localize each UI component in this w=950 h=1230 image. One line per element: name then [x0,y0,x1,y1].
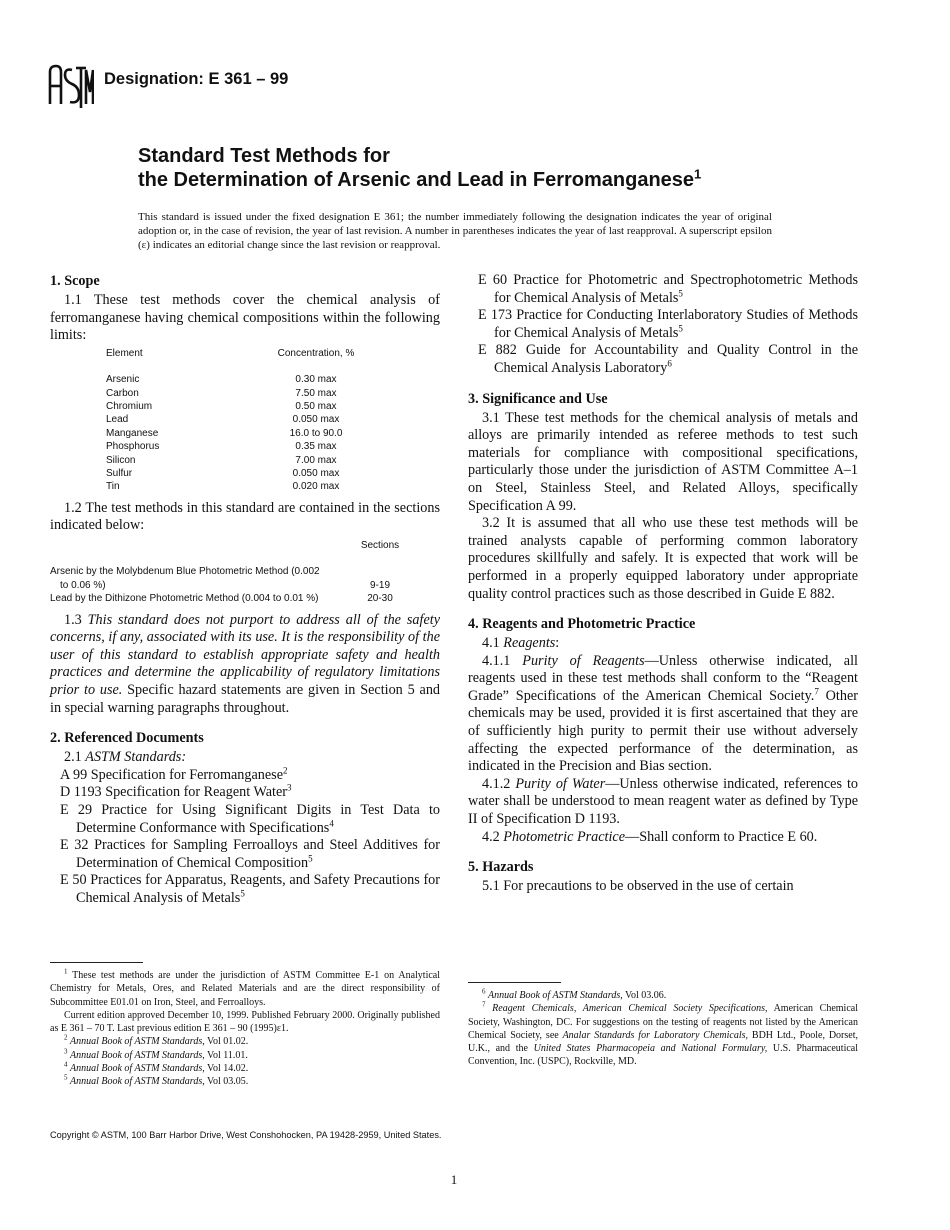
reference-text: E 882 Guide for Accountability and Quality Control in the Chemical Analysis Laboratory [478,342,858,376]
footnote-2 [50,1035,440,1048]
element-cell: Phosphorus [106,441,160,453]
method-sections-table [50,539,410,606]
footnote-1 [50,969,440,1009]
paragraph-label: Reagents [503,635,556,652]
paragraph-number: 4.1.2 [482,775,511,792]
reference-item [50,872,440,907]
copyright-notice: Copyright © ASTM, 100 Barr Harbor Drive, West Conshohocken, PA 19428-2959, United States. [50,1130,442,1140]
footnote-ref: 6 [667,358,672,369]
astm-logo-icon [48,62,94,110]
column-header-concentration: Concentration, % [277,347,355,359]
footnote-number: 3 [64,1047,68,1056]
element-cell: Sulfur [106,468,133,480]
footnote-title: Annual Book of ASTM Standards [70,1036,203,1048]
footnote-title: Reagent Chemicals, American Chemical Society Specifications, [492,1003,768,1015]
table-row [106,467,376,480]
footnote-3 [50,1049,440,1062]
title-line-2 [138,168,701,192]
footnote-4 [50,1062,440,1075]
footnote-1-continued: Current edition approved December 10, 1999. Published February 2000. Originally published as E 361 – 70 T. Last previous edition E 361 – 90 (1995)ε1. [50,1009,440,1035]
footnote-title: Annual Book of ASTM Standards [70,1049,203,1061]
intro-note: This standard is issued under the fixed designation E 361; the number immediately following the designation indicates the year of original adoption or, in the case of revision, the year of last revision. A number in parentheses indicates the year of last reapproval. A superscript epsilon (ε) indicates an editorial change since the last revision or reapproval. [138,211,772,251]
footnote-6 [468,989,858,1002]
table-row [106,373,376,386]
hazards-paragraph-1: 5.1 For precautions to be observed in the use of certain [482,878,794,895]
footnote-number: 5 [64,1074,68,1083]
footnote-list [50,969,440,1089]
footnote-text: , Vol 11.01. [202,1049,248,1061]
footnote-number: 1 [64,967,68,976]
reference-text: E 60 Practice for Photometric and Spectrophotometric Methods for Chemical Analysis of Metals [478,272,858,306]
paragraph-label: Purity of Reagents [522,652,645,669]
left-column [50,272,440,908]
paragraph-label: Photometric Practice [503,828,626,845]
table-row [106,454,376,467]
reference-text: E 32 Practices for Sampling Ferroalloys and Steel Additives for Determination of Chemical Composition [60,837,440,871]
method-name: Lead by the Dithizone Photometric Method (0.004 to 0.01 %) [50,593,319,605]
reference-item [468,272,858,307]
concentration-cell: 0.050 max [292,414,340,426]
footnote-number: 6 [482,987,486,996]
hazard-note: Specific hazard statements are given in Section 5 and in special warning paragraphs throughout. [50,682,441,716]
reference-text: E 29 Practice for Using Significant Digits in Test Data to Determine Conformance with Specifications [60,802,440,836]
reference-text: D 1193 Specification for Reagent Water [60,784,287,801]
method-name-line-2: to 0.06 %) [60,579,106,591]
concentration-cell: 0.35 max [295,441,337,453]
footnote-ref: 4 [329,817,334,828]
section-heading-reagents: 4. Reagents and Photometric Practice [468,616,696,633]
element-cell: Tin [106,481,120,493]
subheading-label: ASTM Standards: [85,749,187,766]
footnote-ref: 5 [240,888,245,899]
significance-paragraph-1: 3.1 These test methods for the chemical analysis of metals and alloys are primarily intended as referee methods to test such materials for compliance with compositional specifications, particularly those under the jurisdiction of ASTM Committee A–1 on Steel, Stainless Steel, and Related Alloys, specifically Specification A 99. [468,409,858,514]
element-cell: Arsenic [106,374,140,386]
document-title [138,144,701,192]
footnote-text: These test methods are under the jurisdiction of ASTM Committee E-1 on Analytical Chemistry for Metals, Ores, and Related Materials and are the direct responsibility of Subcommittee E01.01 on Iron, Steel, and Ferroalloys. [50,970,440,1008]
footnote-title: United States Pharmacopeia and National Formulary, [533,1043,768,1055]
footnote-text: American Chemical Society, Washington, DC. For suggestions on the testing of reagents not listed by the American Chemical Society, see [468,1003,858,1041]
concentration-cell: 0.050 max [292,468,340,480]
footnote-text: BDH Ltd., Poole, Dorset, U.K., and the [468,1029,858,1055]
footnote-list [468,989,858,1069]
purity-of-reagents-paragraph [468,653,858,776]
element-cell: Lead [106,414,129,426]
empty-cell [50,539,350,565]
footnote-divider [50,962,143,963]
paragraph-label: Purity of Water [515,775,606,792]
paragraph-text: —Unless otherwise indicated, references to water shall be understood to mean reagent water as defined by Type II of Specification D 1193. [468,775,858,828]
composition-limits-table [106,347,376,494]
footnote-number: 7 [482,1000,486,1009]
reference-item [468,307,858,342]
footnote-ref: 5 [678,323,683,334]
reference-text: A 99 Specification for Ferromanganese [60,766,283,783]
photometric-practice-paragraph [468,829,858,847]
element-cell: Manganese [106,427,159,439]
footnote-text: , Vol 03.06. [620,990,667,1001]
paragraph-text: —Unless otherwise indicated, all reagents used in these test methods shall conform to the “Reagent Grade” Specifications of the American Chemical Society. [468,652,858,704]
title-footnote-ref: 1 [694,166,702,182]
footnote-title: Annual Book of ASTM Standards [488,990,621,1001]
reference-item [50,784,440,802]
footnote-divider [468,982,561,983]
section-heading-referenced-documents: 2. Referenced Documents [50,730,204,747]
significance-paragraph-2: 3.2 It is assumed that all who use these test methods will be trained analysts capable of performing common laboratory procedures skillfully and safely. It is expected that work will be performed in a properly equipped laboratory under appropriate quality control practices such as those described in Guide E 882. [468,515,858,602]
reference-text: E 50 Practices for Apparatus, Reagents, and Safety Precautions for Chemical Analysis of Metals [60,872,440,906]
footnote-text: U.S. Pharmaceutical Convention, Inc. (USPC), Rockville, MD. [468,1043,859,1068]
table-row [106,400,376,413]
scope-paragraph-2: 1.2 The test methods in this standard are contained in the sections indicated below: [50,499,440,534]
table-row [106,413,376,426]
method-sections: 20-30 [367,593,393,605]
element-cell: Carbon [106,387,139,399]
table-row [50,592,410,605]
footnote-number: 4 [64,1060,68,1069]
section-heading-hazards: 5. Hazards [468,859,534,876]
footnote-text: , Vol 01.02. [202,1036,249,1048]
section-heading-scope: 1. Scope [50,273,100,289]
footnote-ref: 5 [678,287,683,298]
reference-item [50,767,440,785]
concentration-cell: 7.50 max [295,387,337,399]
table-row [106,387,376,400]
method-name-line-1: Arsenic by the Molybdenum Blue Photometric Method (0.002 [50,566,320,578]
footnote-5 [50,1075,440,1088]
footnote-title: Annual Book of ASTM Standards [70,1076,203,1088]
concentration-cell: 7.00 max [295,454,337,466]
reference-item [50,837,440,872]
footnote-text: , Vol 14.02. [202,1063,249,1075]
footnote-ref: 3 [286,782,292,793]
paragraph-number: 4.1.1 [482,652,511,669]
astm-standards-label [50,749,440,767]
page-number: 1 [450,1172,458,1187]
designation: Designation: E 361 – 99 [104,70,289,88]
concentration-cell: 0.50 max [295,401,337,412]
safety-caveat: This standard does not purport to address all of the safety concerns, if any, associated with its use. It is the responsibility of the user of this standard to establish appropriate safety and health practices and determine the applicability of regulatory limitations prior to use. [50,611,440,699]
footnote-ref: 2 [283,765,288,776]
reference-item [50,802,440,837]
footnote-title: Analar Standards for Laboratory Chemicals, [562,1029,749,1041]
method-name [50,565,350,592]
table-header-row [50,539,410,565]
footnote-title: Annual Book of ASTM Standards [70,1063,203,1075]
section-heading-significance: 3. Significance and Use [468,390,608,407]
scope-paragraph-3 [50,612,440,718]
concentration-cell: 0.020 max [292,481,340,493]
concentration-cell: 0.30 max [295,374,337,386]
title-line-1: Standard Test Methods for [138,145,390,167]
scope-paragraph-1: 1.1 These test methods cover the chemical analysis of ferromanganese having chemical compositions within the following limits: [50,292,440,344]
footnote-text: , Vol 03.05. [202,1076,249,1088]
table-row [50,565,410,592]
reference-text: E 173 Practice for Conducting Interlaboratory Studies of Methods for Chemical Analysis of Metals [478,307,858,341]
element-cell: Silicon [106,454,136,466]
table-row [106,440,376,453]
table-header-row [106,347,376,373]
concentration-cell: 16.0 to 90.0 [289,427,343,439]
footnote-ref: 5 [308,853,313,864]
element-cell: Chromium [106,401,153,412]
paragraph-number: 4.1 [482,635,500,652]
method-sections: 9-19 [369,579,390,591]
table-row [106,480,376,493]
footnote-number: 2 [64,1034,68,1043]
column-header-sections: Sections [360,540,400,552]
footnotes-left [50,962,440,1089]
reference-item [468,342,858,377]
table-row [106,427,376,440]
paragraph-text: —Shall conform to Practice E 60. [625,828,818,845]
paragraph-number: 2.1 [64,749,82,766]
paragraph-text: Other chemicals may be used, provided it is first ascertained that they are of sufficiently high purity to permit their use without adversely affecting the expected performance of the determination, as indicated in the Precision and Bias section. [468,687,858,775]
footnote-7 [468,1002,858,1068]
footnotes-right [468,982,858,1069]
paragraph-number: 4.2 [482,828,500,845]
title-line-2-text: the Determination of Arsenic and Lead in Ferromanganese [138,169,695,191]
paragraph-number: 1.3 [64,611,82,628]
right-column [468,272,858,896]
reagents-paragraph: 4.1 Reagents: [482,635,560,652]
footnote-ref: 7 [814,686,819,697]
column-header-element: Element [106,347,143,359]
purity-of-water-paragraph [468,776,858,829]
